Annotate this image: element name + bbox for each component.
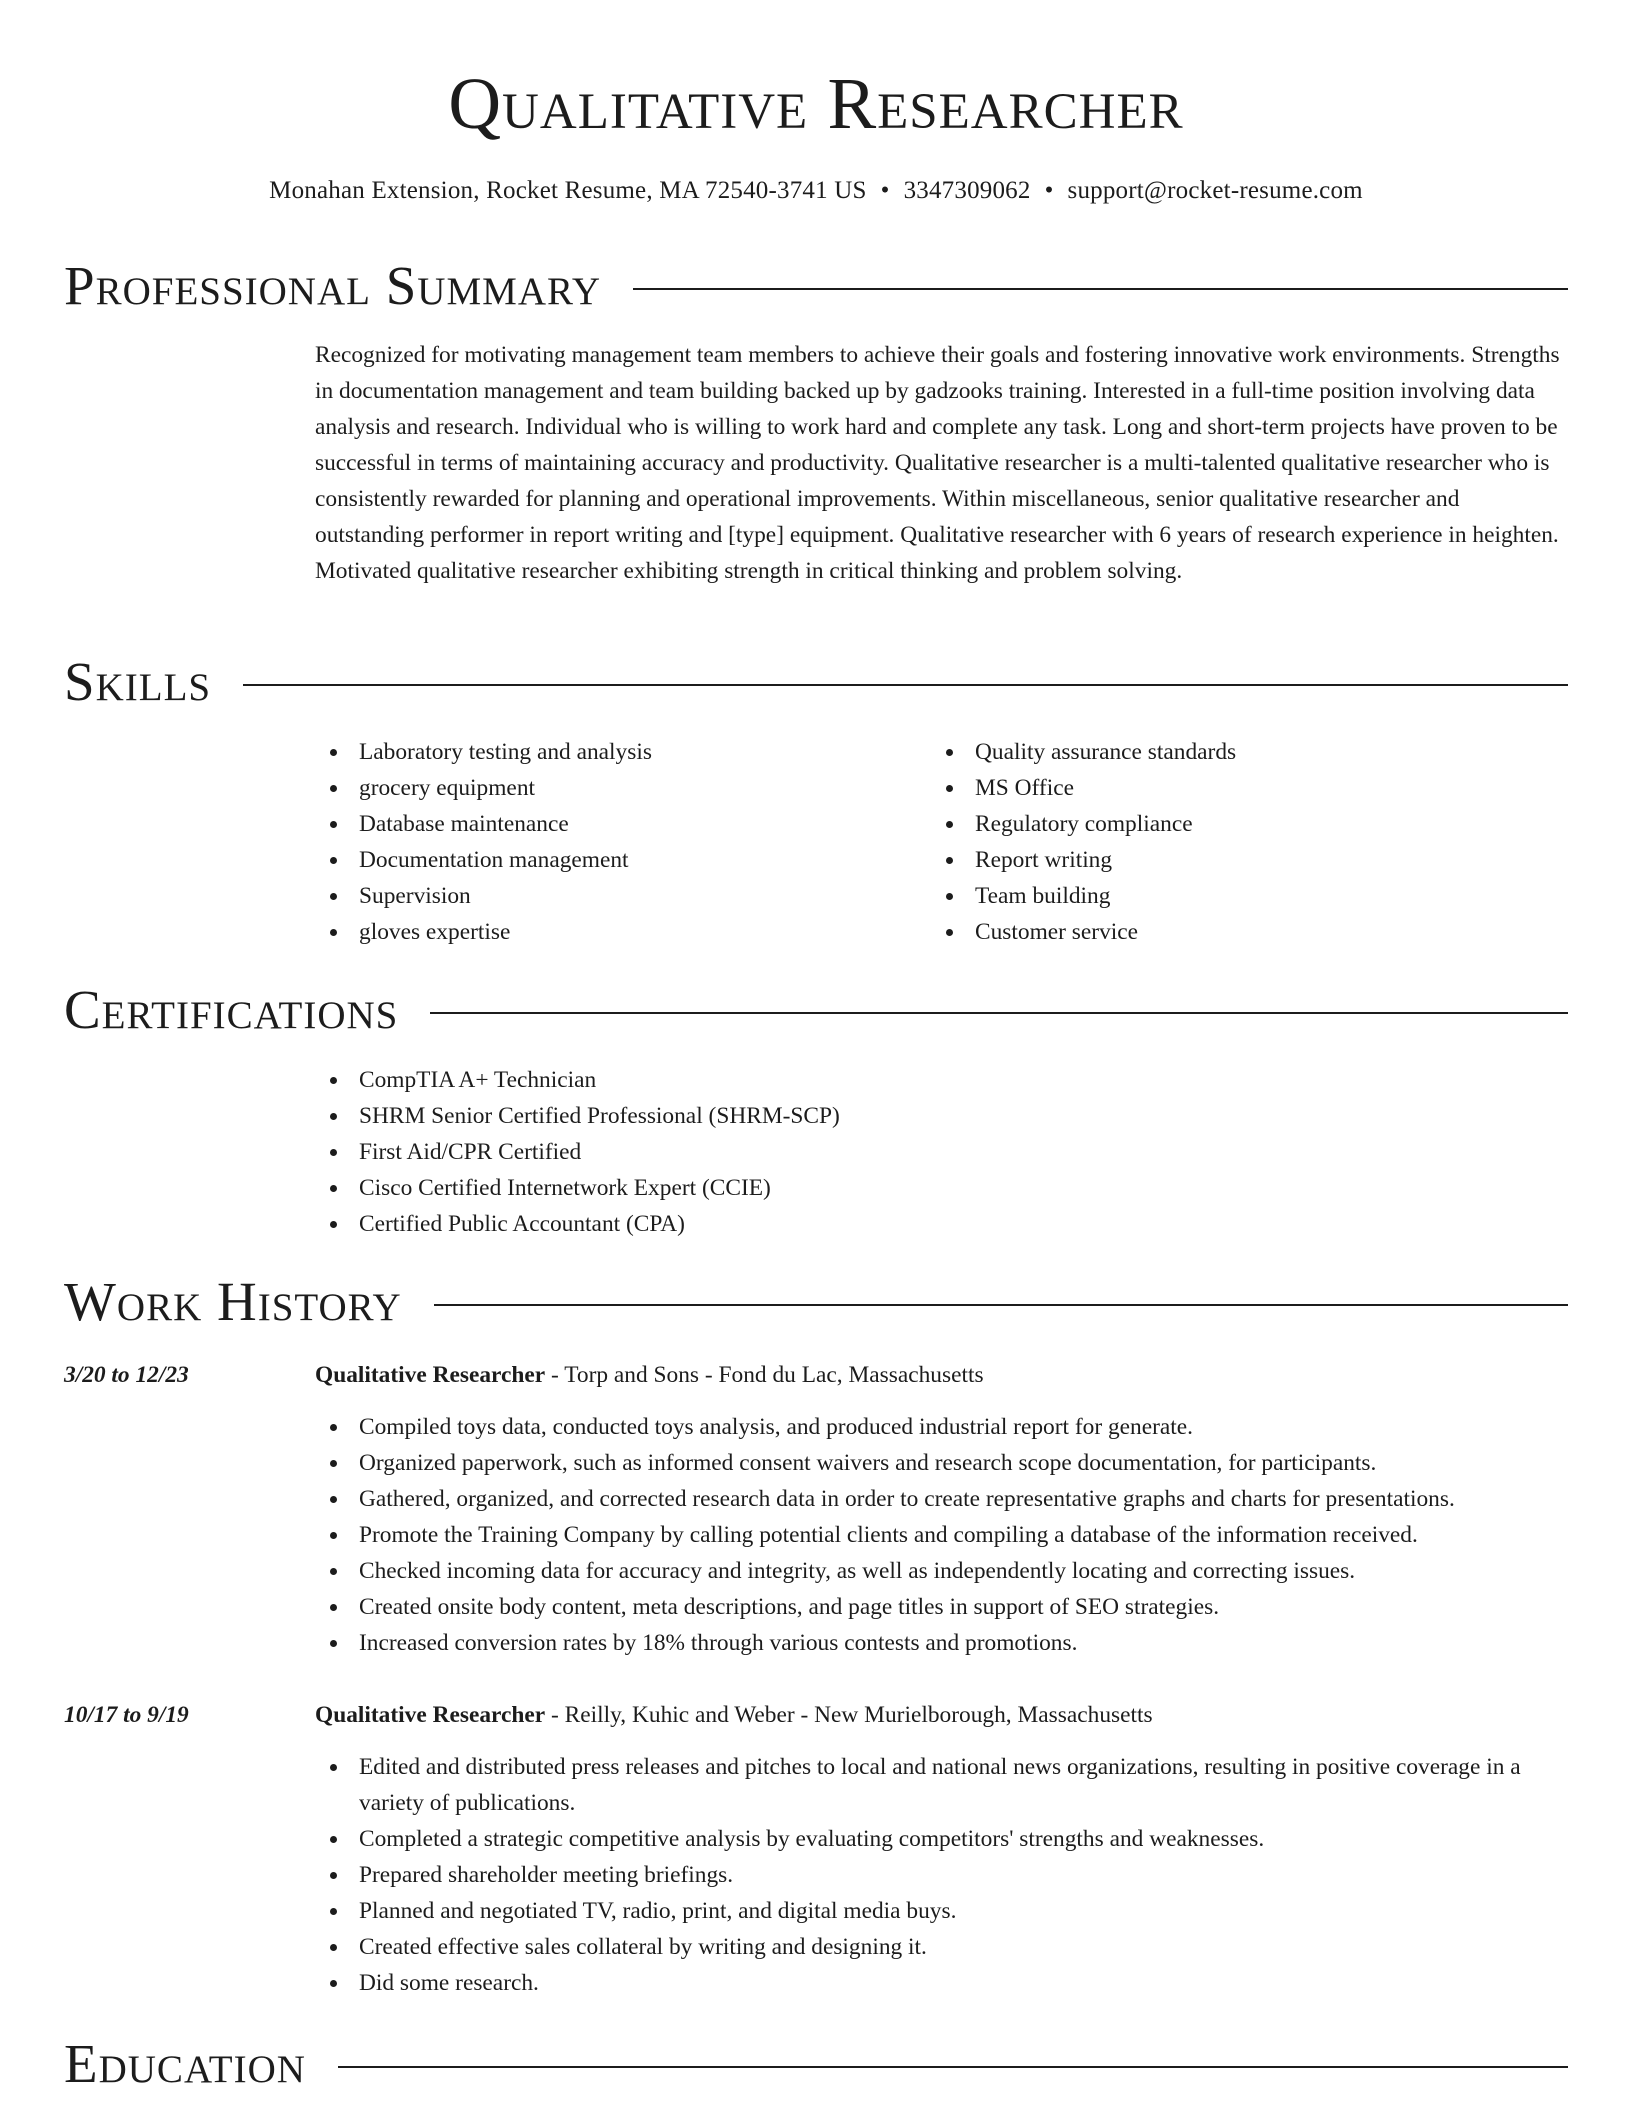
contact-separator: •: [1044, 177, 1054, 204]
section-divider: [633, 288, 1568, 290]
job-bullet: Compiled toys data, conducted toys analysis, and produced industrial report for generate.: [315, 1409, 1570, 1445]
skill-item: MS Office: [931, 770, 1531, 806]
certifications-list: [315, 1062, 840, 1242]
section-header-summary: [64, 254, 1568, 318]
job-heading: [315, 1357, 1570, 1393]
job-bullet: Checked incoming data for accuracy and integrity, as well as independently locating and correcting issues.: [315, 1553, 1570, 1589]
skill-item: Database maintenance: [315, 806, 915, 842]
contact-separator: •: [880, 177, 890, 204]
job-dates: 3/20 to 12/23: [64, 1362, 189, 1388]
section-title-certifications: Certifications: [64, 979, 399, 1040]
contact-line: [0, 174, 1632, 208]
skill-item: Team building: [931, 878, 1531, 914]
section-title-skills: Skills: [64, 651, 212, 712]
job-bullets: [315, 1749, 1570, 2001]
skill-item: Laboratory testing and analysis: [315, 734, 915, 770]
skill-item: Supervision: [315, 878, 915, 914]
certification-item: First Aid/CPR Certified: [315, 1134, 840, 1170]
section-title-work-history: Work History: [64, 1271, 402, 1332]
job-bullet: Promote the Training Company by calling potential clients and compiling a database of the information received.: [315, 1517, 1570, 1553]
job-bullet: Planned and negotiated TV, radio, print, and digital media buys.: [315, 1893, 1570, 1929]
skill-item: Quality assurance standards: [931, 734, 1531, 770]
section-header-skills: [64, 650, 1568, 714]
section-divider: [338, 2066, 1568, 2068]
certification-item: Certified Public Accountant (CPA): [315, 1206, 840, 1242]
job-role: Qualitative Researcher: [315, 1362, 546, 1388]
contact-address: Monahan Extension, Rocket Resume, MA 72540-3741 US: [269, 177, 867, 204]
job-bullet: Completed a strategic competitive analysis by evaluating competitors' strengths and weaknesses.: [315, 1821, 1570, 1857]
summary-text: Recognized for motivating management team members to achieve their goals and fostering innovative work environments. Strengths in documentation management and team building backed up by gadzooks training. Interested in a full-time position involving data analysis and research. Individual who is willing to work hard and complete any task. Long and short-term projects have proven to be successful in terms of maintaining accuracy and productivity. Qualitative researcher is a multi-talented qualitative researcher who is consistently rewarded for planning and operational improvements. Within miscellaneous, senior qualitative researcher and outstanding performer in report writing and [type] equipment. Qualitative researcher with 6 years of research experience in heighten. Motivated qualitative researcher exhibiting strength in critical thinking and problem solving.: [315, 342, 1560, 584]
skills-list-right: [931, 734, 1531, 950]
section-divider: [243, 684, 1568, 686]
job-heading: [315, 1697, 1570, 1733]
skill-item: Report writing: [931, 842, 1531, 878]
certification-item: CompTIA A+ Technician: [315, 1062, 840, 1098]
skill-item: grocery equipment: [315, 770, 915, 806]
section-divider: [434, 1304, 1568, 1306]
section-title-education: Education: [64, 2033, 306, 2094]
job-bullet: Gathered, organized, and corrected research data in order to create representative graphs and charts for presentations.: [315, 1481, 1570, 1517]
skill-item: Customer service: [931, 914, 1531, 950]
section-header-education: [64, 2032, 1568, 2096]
job-bullet: Organized paperwork, such as informed consent waivers and research scope documentation, for participants.: [315, 1445, 1570, 1481]
job-role: Qualitative Researcher: [315, 1702, 546, 1728]
skill-item: gloves expertise: [315, 914, 915, 950]
skill-item: Documentation management: [315, 842, 915, 878]
job-bullet: Did some research.: [315, 1965, 1570, 2001]
section-header-certifications: [64, 978, 1568, 1042]
contact-phone: 3347309062: [903, 177, 1031, 204]
section-title-summary: Professional Summary: [64, 255, 602, 316]
certification-item: SHRM Senior Certified Professional (SHRM-SCP): [315, 1098, 840, 1134]
candidate-name: Qualitative Researcher: [448, 63, 1184, 144]
job-bullet: Created onsite body content, meta descriptions, and page titles in support of SEO strategies.: [315, 1589, 1570, 1625]
job-employer: - Reilly, Kuhic and Weber - New Murielborough, Massachusetts: [545, 1702, 1153, 1728]
contact-email: support@rocket-resume.com: [1067, 177, 1363, 204]
skill-item: Regulatory compliance: [931, 806, 1531, 842]
section-header-work-history: [64, 1270, 1568, 1334]
job-bullet: Edited and distributed press releases and pitches to local and national news organizations, resulting in positive coverage in a variety of publications.: [315, 1749, 1570, 1821]
job-employer: - Torp and Sons - Fond du Lac, Massachusetts: [545, 1362, 984, 1388]
skills-list-left: [315, 734, 915, 950]
job-bullets: [315, 1409, 1570, 1661]
certification-item: Cisco Certified Internetwork Expert (CCIE): [315, 1170, 840, 1206]
section-divider: [430, 1012, 1568, 1014]
job-bullet: Prepared shareholder meeting briefings.: [315, 1857, 1570, 1893]
job-dates: 10/17 to 9/19: [64, 1702, 189, 1728]
job-bullet: Created effective sales collateral by writing and designing it.: [315, 1929, 1570, 1965]
job-bullet: Increased conversion rates by 18% through various contests and promotions.: [315, 1625, 1570, 1661]
